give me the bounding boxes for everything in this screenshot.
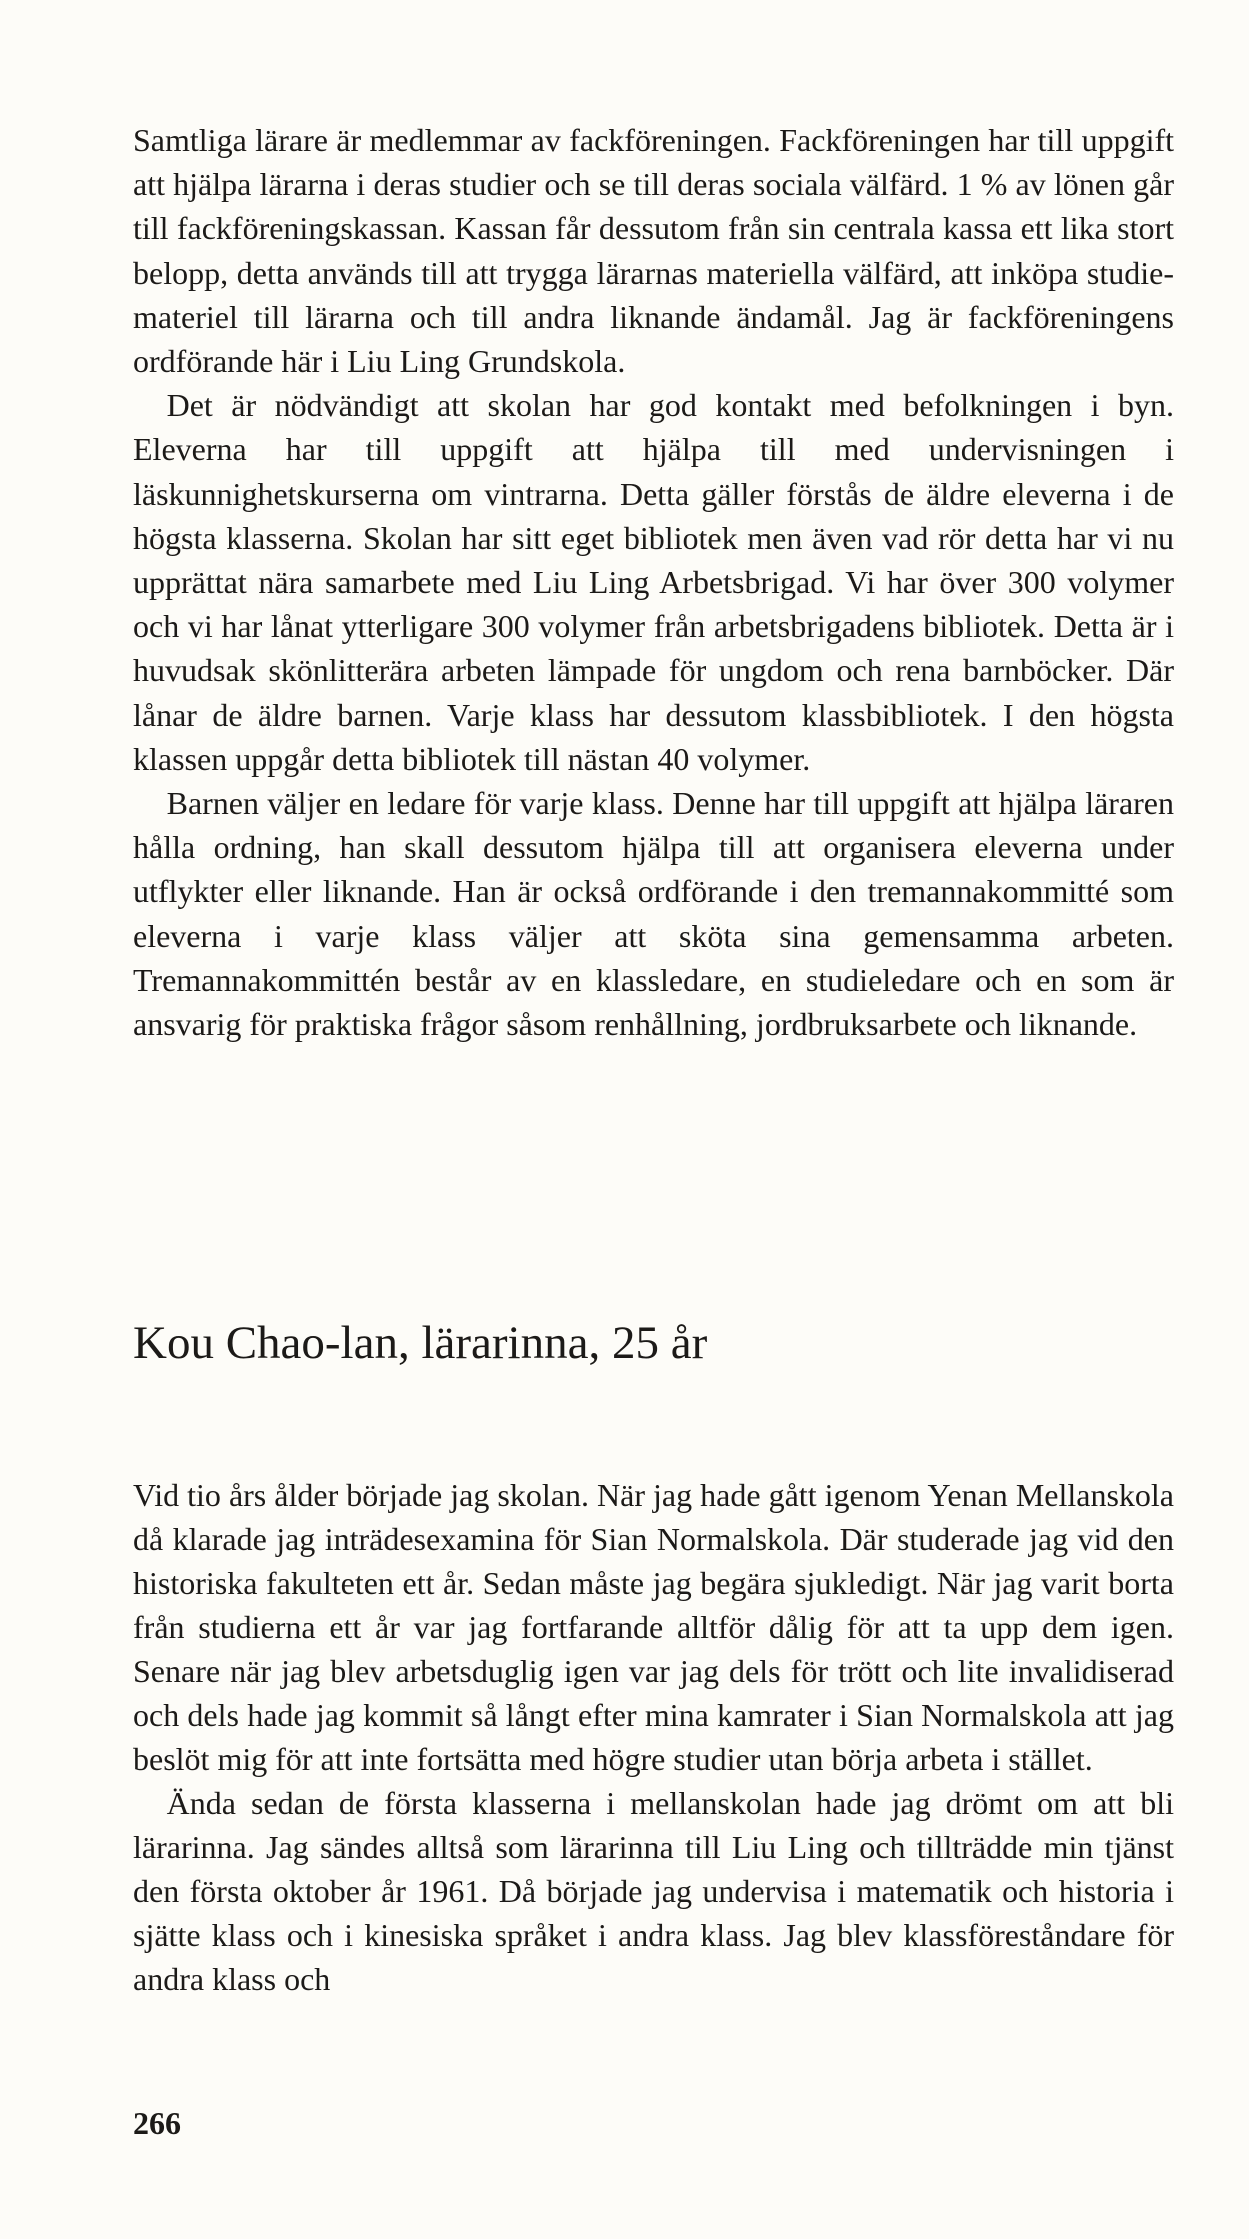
body-text-section-2 xyxy=(133,1473,1174,2001)
paragraph-became-teacher: Ända sedan de första klasserna i mellanskolan hade jag drömt om att bli lärarinna. Jag sändes alltså som lärarinna till Liu Ling och tillträdde min tjänst den första oktober år 1961. Då började jag undervisa i matematik och historia i sjätte klass och i kinesiska språket i andra klass. Jag blev klassföreståndare för andra klass och xyxy=(133,1785,1174,1997)
paragraph-teachers-union: Samtliga lärare är medlemmar av fackföreningen. Fackföreningen har till uppgift att hjälpa lärarna i deras studier och se till deras sociala välfärd. 1 % av lönen går till fackföreningskassan. Kassan får dessutom från sin centrala kassa ett lika stort belopp, detta används till att trygga lärarnas materiella välfärd, att inköpa studiemateriel till lärarna och till andra liknande ändamål. Jag är fackföreningens ordförande här i Liu Ling Grundskola. xyxy=(133,122,1174,380)
body-text-section-1 xyxy=(133,118,1174,1046)
paragraph-school-start: Vid tio års ålder började jag skolan. När jag hade gått igenom Yenan Mellanskola då klarade jag inträdesexamina för Sian Normalskola. Där studerade jag vid den historiska fakulteten ett år. Sedan måste jag begära sjukledigt. När jag varit borta från studierna ett år var jag fortfarande alltför dålig för att ta upp dem igen. Senare när jag blev arbetsduglig igen var jag dels för trött och lite invalidiserad och dels hade jag kommit så långt efter mina kamrater i Sian Normalskola att jag beslöt mig för att inte fortsätta med högre studier utan börja arbeta i stället. xyxy=(133,1477,1174,1777)
section-heading: Kou Chao-lan, lärarinna, 25 år xyxy=(133,1317,708,1369)
paragraph-class-leader: Barnen väljer en ledare för varje klass. Denne har till uppgift att hjälpa läraren hålla ordning, han skall dessutom hjälpa till att organisera eleverna under utflykter eller liknande. Han är också ordförande i den tremannakommitté som eleverna i varje klass väljer att sköta sina gemensamma arbeten. Tremannakommittén består av en klassledare, en studieledare och en som är ansvarig för praktiska frågor såsom renhållning, jordbruksarbete och liknande. xyxy=(133,785,1174,1043)
paragraph-school-contact: Det är nödvändigt att skolan har god kontakt med befolkningen i byn. Eleverna har till uppgift att hjälpa till med undervisningen i läskunnighetskurserna om vintrarna. Detta gäller förstås de äldre eleverna i de högsta klasserna. Skolan har sitt eget bibliotek men även vad rör detta har vi nu upprättat nära samarbete med Liu Ling Arbetsbrigad. Vi har över 300 volymer och vi har lånat ytterligare 300 volymer från arbetsbrigadens bibliotek. Detta är i huvudsak skönlitterära arbeten lämpade för ungdom och rena barnböcker. Där lånar de äldre barnen. Varje klass har dessutom klassbibliotek. I den högsta klassen uppgår detta bibliotek till nästan 40 volymer. xyxy=(133,387,1174,777)
page-number: 266 xyxy=(133,2105,181,2141)
